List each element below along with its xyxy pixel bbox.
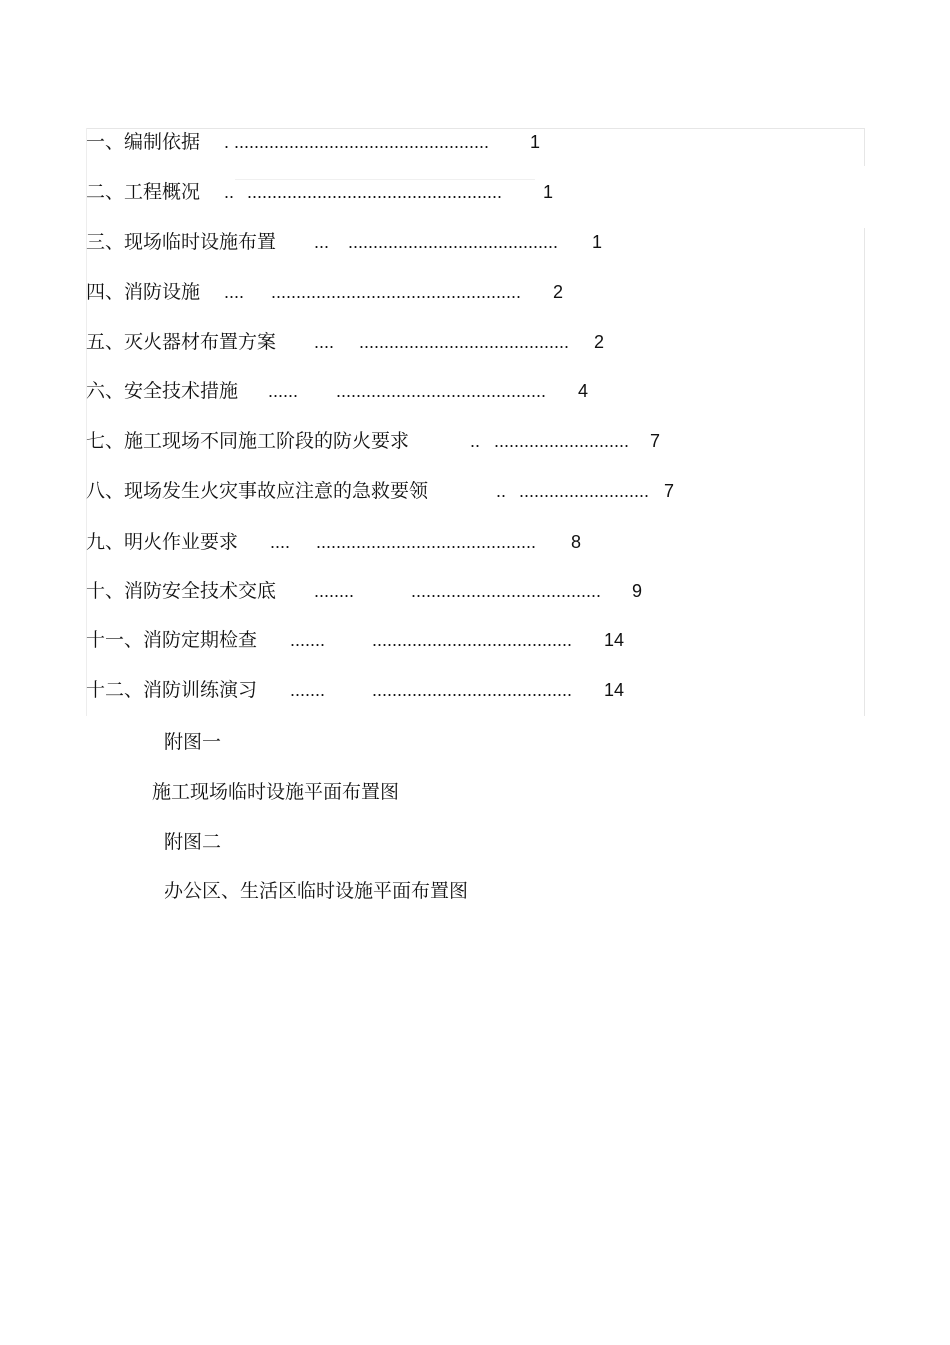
appendix-2-label: 附图二 [164, 831, 222, 853]
toc-entry-title: 二、工程概况 [86, 181, 201, 203]
table-border-right [864, 128, 865, 166]
toc-entry-leader: .. [224, 182, 235, 202]
toc-entry-leader: ... [314, 232, 330, 252]
toc-entry-leader: .......................................... [336, 381, 547, 401]
toc-entry-leader: .... [314, 332, 335, 352]
toc-entry-title: 七、施工现场不同施工阶段的防火要求 [86, 430, 410, 452]
toc-entry-leader: .... [224, 282, 245, 302]
toc-entry-leader: .. [470, 431, 481, 451]
appendix-1-title: 施工现场临时设施平面布置图 [152, 781, 400, 803]
toc-entry-leader: .... [270, 532, 291, 552]
toc-entry-leader: .......................... [519, 481, 650, 501]
toc-entry-page: 1 [530, 132, 541, 152]
table-border-right [864, 228, 865, 716]
toc-entry-title: 四、消防设施 [86, 281, 201, 303]
toc-entry-leader: .................................................. [271, 282, 522, 302]
toc-entry-title: 五、灭火器材布置方案 [86, 331, 277, 353]
toc-entry-leader: ....... [290, 680, 326, 700]
toc-entry-page: 4 [578, 381, 589, 401]
toc-entry-leader: ........ [314, 581, 355, 601]
toc-entry-title: 十、消防安全技术交底 [86, 580, 277, 602]
toc-entry-page: 7 [650, 431, 661, 451]
toc-entry-page: 7 [664, 481, 675, 501]
toc-entry-page: 1 [543, 182, 554, 202]
toc-entry-title: 六、安全技术措施 [86, 380, 239, 402]
toc-entry-page: 1 [592, 232, 603, 252]
toc-entry-title: 九、明火作业要求 [86, 531, 239, 553]
toc-entry-title: 十二、消防训练演习 [86, 679, 258, 701]
toc-entry-page: 14 [604, 680, 625, 700]
toc-entry-title: 八、现场发生火灾事故应注意的急救要领 [86, 480, 429, 502]
toc-entry-page: 2 [553, 282, 564, 302]
toc-entry-title: 十一、消防定期检查 [86, 629, 258, 651]
toc-entry-page: 2 [594, 332, 605, 352]
toc-entry-leader: . [224, 132, 230, 152]
toc-entry-title: 一、编制依据 [86, 131, 201, 153]
toc-entry-leader: ...... [268, 381, 299, 401]
toc-entry-page: 14 [604, 630, 625, 650]
toc-entry-leader: ........................................ [372, 680, 573, 700]
appendix-2-title: 办公区、生活区临时设施平面布置图 [164, 880, 469, 902]
toc-entry-leader: ........................... [494, 431, 630, 451]
toc-entry-leader: ...................................... [411, 581, 602, 601]
toc-entry-leader: ................................................... [247, 182, 503, 202]
toc-entry-leader: .. [496, 481, 507, 501]
toc-entry-title: 三、现场临时设施布置 [86, 231, 277, 253]
toc-entry-leader: .......................................... [348, 232, 559, 252]
toc-entry-leader: ........................................ [372, 630, 573, 650]
appendix-1-label: 附图一 [164, 731, 222, 753]
toc-entry-leader: ............................................ [316, 532, 537, 552]
toc-entry-page: 8 [571, 532, 582, 552]
toc-entry-page: 9 [632, 581, 643, 601]
toc-entry-leader: .......................................... [359, 332, 570, 352]
toc-entry-leader: ................................................... [234, 132, 490, 152]
toc-entry-leader: ....... [290, 630, 326, 650]
